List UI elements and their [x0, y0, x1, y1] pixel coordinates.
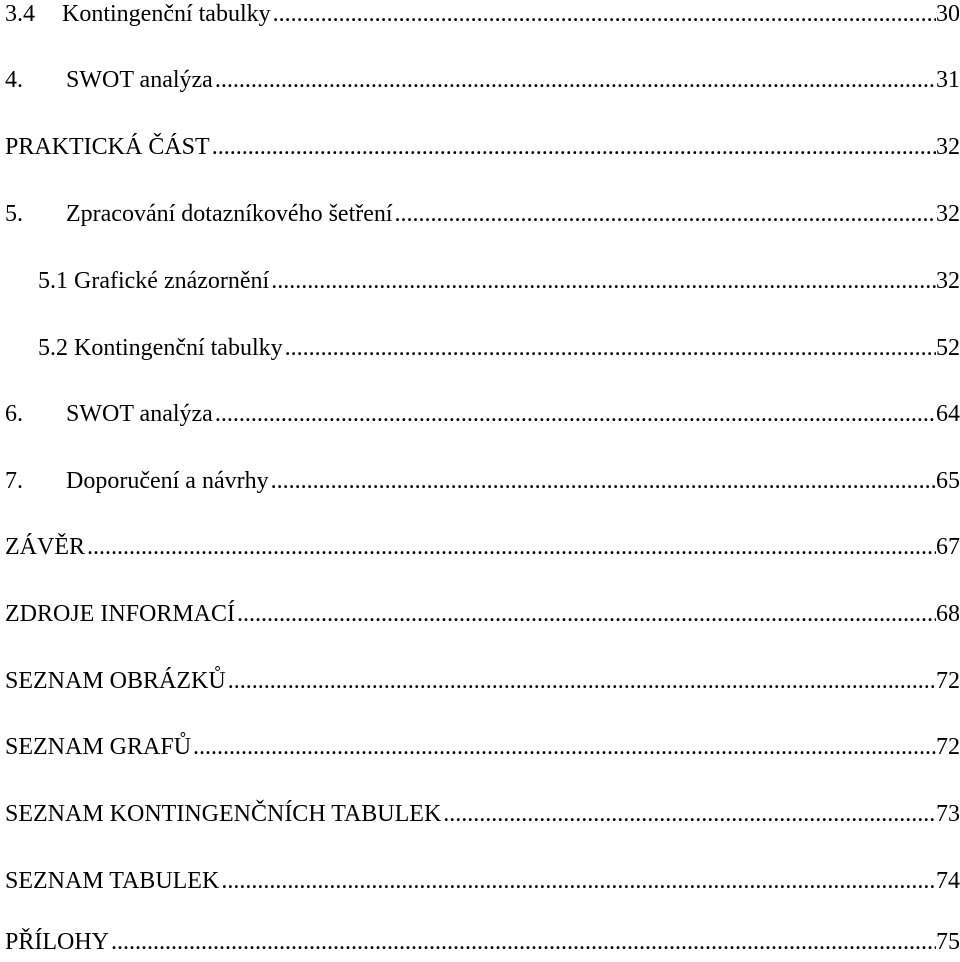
toc-entry[interactable] [0, 194, 960, 234]
toc-entry[interactable] [0, 328, 960, 368]
toc-entry-page: 64 [936, 401, 960, 427]
toc-dot-leader [283, 328, 936, 368]
toc-entry-title: SWOT analýza [66, 401, 213, 427]
toc-entry-title: Doporučení a návrhy [66, 468, 269, 494]
toc-entry-title: Grafické znázornění [74, 268, 270, 294]
toc-entry-number: 4. [5, 67, 23, 93]
toc-entry-page: 68 [936, 601, 960, 627]
toc-entry-title: SEZNAM OBRÁZKŮ [5, 668, 226, 694]
toc-entry-page: 31 [936, 67, 960, 93]
toc-dot-leader [271, 0, 936, 34]
toc-dot-leader [213, 394, 936, 434]
toc-dot-leader [219, 861, 936, 901]
toc-entry-page: 72 [936, 668, 960, 694]
toc-dot-leader [269, 261, 936, 301]
toc-entry[interactable] [0, 261, 960, 301]
toc-entry[interactable] [0, 794, 960, 834]
toc-entry-number: 3.4 [5, 1, 35, 27]
toc-entry-page: 67 [936, 534, 960, 560]
toc-entry-title: PRAKTICKÁ ČÁST [5, 134, 210, 160]
toc-entry-page: 72 [936, 734, 960, 760]
toc-entry[interactable] [0, 922, 960, 962]
toc-dot-leader [269, 461, 936, 501]
toc-dot-leader [213, 60, 936, 100]
toc-entry-page: 73 [936, 801, 960, 827]
toc-entry[interactable] [0, 594, 960, 634]
toc-entry-page: 52 [936, 335, 960, 361]
toc-entry-title: SEZNAM KONTINGENČNÍCH TABULEK [5, 801, 442, 827]
toc-entry[interactable] [0, 127, 960, 167]
toc-entry-title: SWOT analýza [66, 67, 213, 93]
toc-entry-title: Kontingenční tabulky [62, 1, 271, 27]
toc-entry-number: 5.2 [38, 335, 68, 361]
toc-entry[interactable] [0, 661, 960, 701]
toc-entry-page: 65 [936, 468, 960, 494]
toc-entry-title: ZÁVĚR [5, 534, 85, 560]
toc-entry-title: SEZNAM GRAFŮ [5, 734, 192, 760]
toc-entry[interactable] [0, 861, 960, 901]
toc-entry-number: 5. [5, 201, 23, 227]
toc-entry-page: 30 [936, 1, 960, 27]
toc-entry[interactable] [0, 0, 960, 34]
toc-dot-leader [441, 794, 936, 834]
toc-dot-leader [393, 194, 936, 234]
toc-entry-title: PŘÍLOHY [5, 929, 110, 955]
toc-entry-title: SEZNAM TABULEK [5, 868, 220, 894]
toc-dot-leader [235, 594, 936, 634]
toc-dot-leader [85, 527, 936, 567]
toc-entry[interactable] [0, 527, 960, 567]
toc-entry[interactable] [0, 461, 960, 501]
toc-entry[interactable] [0, 394, 960, 434]
toc-entry-number: 6. [5, 401, 23, 427]
toc-entry-title: ZDROJE INFORMACÍ [5, 601, 236, 627]
toc-entry[interactable] [0, 727, 960, 767]
toc-dot-leader [226, 661, 936, 701]
toc-entry-page: 75 [936, 929, 960, 955]
toc-dot-leader [109, 922, 936, 962]
toc-entry-number: 5.1 [38, 268, 68, 294]
toc-entry-page: 32 [936, 268, 960, 294]
toc-entry-title: Kontingenční tabulky [74, 335, 283, 361]
toc-entry-page: 32 [936, 134, 960, 160]
toc-entry-number: 7. [5, 468, 23, 494]
toc-dot-leader [191, 727, 936, 767]
toc-entry-title: Zpracování dotazníkového šetření [66, 201, 393, 227]
toc-entry-page: 74 [936, 868, 960, 894]
toc-entry-page: 32 [936, 201, 960, 227]
toc-dot-leader [210, 127, 936, 167]
toc-entry[interactable] [0, 60, 960, 100]
